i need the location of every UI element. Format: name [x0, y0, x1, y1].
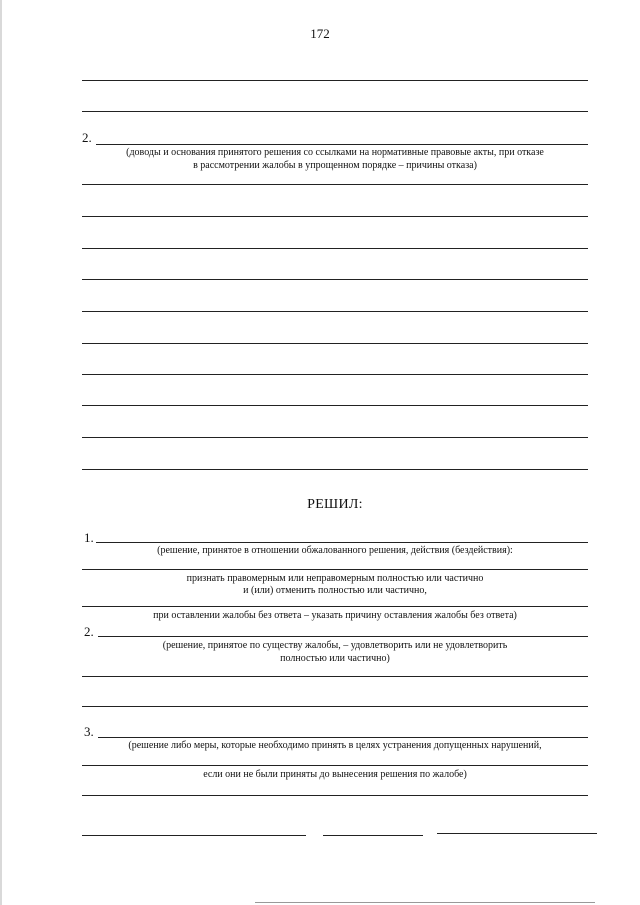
blank-line	[82, 765, 588, 766]
blank-line	[82, 111, 588, 112]
section-2-number: 2.	[82, 130, 92, 145]
blank-line	[82, 405, 588, 406]
decision-1-caption: при оставлении жалобы без ответа – указать причину оставления жалобы без ответа)	[153, 610, 517, 621]
blank-line	[82, 184, 588, 185]
blank-line	[98, 737, 588, 738]
blank-line	[98, 636, 588, 637]
decision-1-caption: и (или) отменить полностью или частично,	[243, 585, 427, 596]
page-bottom-rule	[255, 902, 595, 903]
decision-3-caption: (решение либо меры, которые необходимо принять в целях устранения допущенных нарушений,	[128, 740, 542, 751]
page-number: 172	[310, 26, 330, 41]
signature-line	[437, 833, 597, 834]
blank-line	[82, 248, 588, 249]
decision-2-caption: (решение, принятое по существу жалобы, – удовлетворить или не удовлетворить	[162, 640, 508, 651]
blank-line	[82, 795, 588, 796]
decision-3-number: 3.	[84, 724, 94, 739]
blank-line	[96, 144, 588, 145]
blank-line	[82, 343, 588, 344]
scan-edge	[0, 0, 2, 905]
blank-line	[82, 80, 588, 81]
decision-heading: РЕШИЛ:	[307, 497, 363, 512]
signature-line	[323, 835, 423, 836]
signature-line	[82, 835, 306, 836]
blank-line	[82, 216, 588, 217]
decision-2-number: 2.	[84, 624, 94, 639]
blank-line	[82, 279, 588, 280]
section-2-caption: в рассмотрении жалобы в упрощенном порядке – причины отказа)	[193, 160, 477, 171]
blank-line	[82, 311, 588, 312]
blank-line	[96, 542, 588, 543]
section-2-caption: (доводы и основания принятого решения со ссылками на нормативные правовые акты, при отказе	[126, 147, 544, 158]
blank-line	[82, 437, 588, 438]
decision-2-caption: полностью или частично)	[280, 653, 390, 664]
decision-1-caption: признать правомерным или неправомерным полностью или частично	[186, 573, 484, 584]
blank-line	[82, 469, 588, 470]
blank-line	[82, 374, 588, 375]
decision-1-number: 1.	[84, 530, 94, 545]
decision-1-caption: (решение, принятое в отношении обжалованного решения, действия (бездействия):	[157, 545, 513, 556]
decision-3-caption: если они не были приняты до вынесения решения по жалобе)	[203, 769, 467, 780]
blank-line	[82, 569, 588, 570]
blank-line	[82, 606, 588, 607]
blank-line	[82, 706, 588, 707]
blank-line	[82, 676, 588, 677]
